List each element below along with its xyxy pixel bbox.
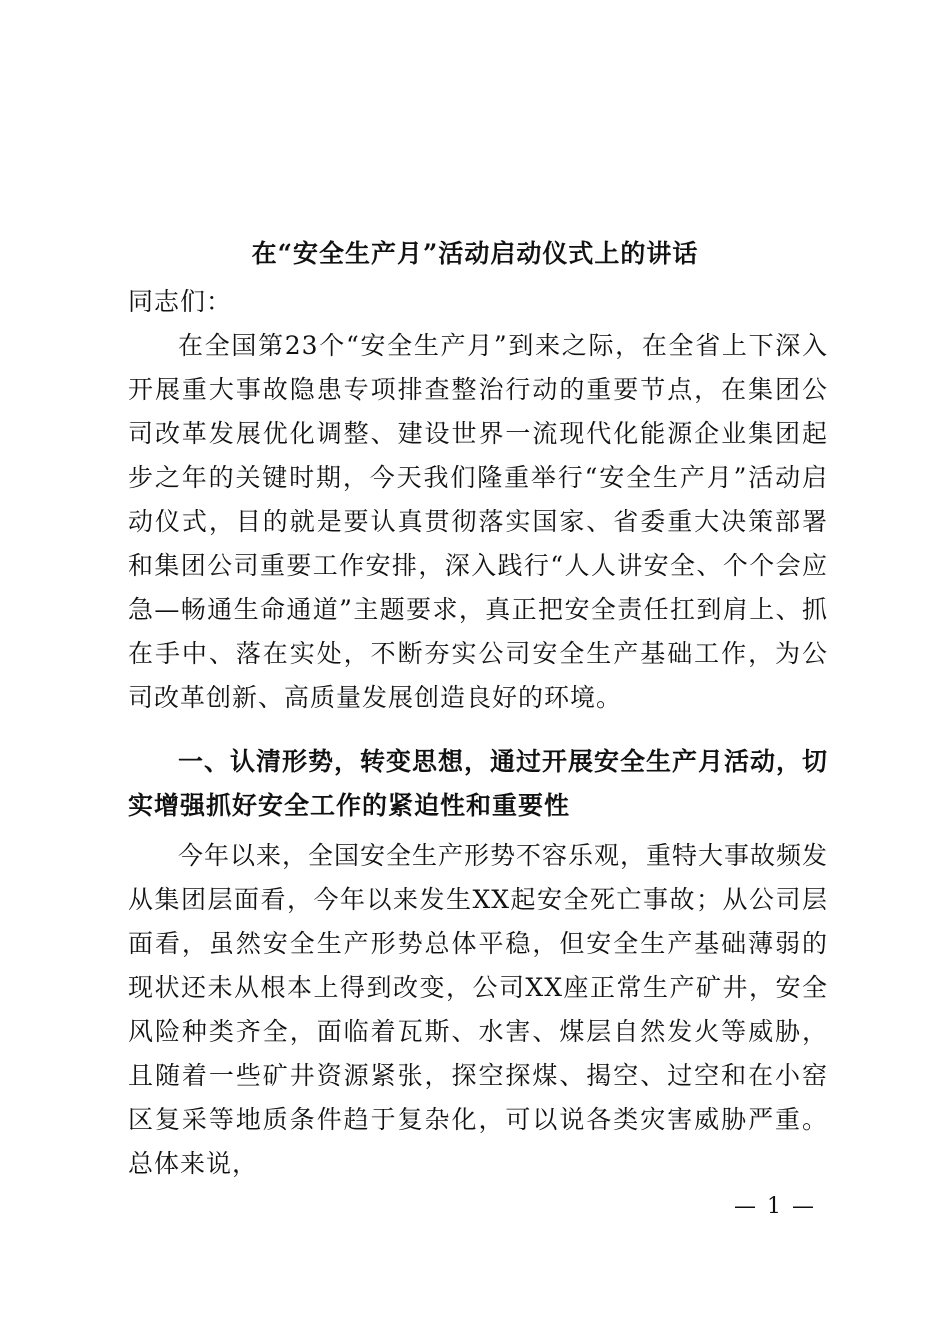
section-heading: 一、认清形势，转变思想，通过开展安全生产月活动，切实增强抓好安全工作的紧迫性和重要性	[128, 747, 829, 820]
salutation: 同志们：	[128, 287, 233, 316]
paragraph-situation: 今年以来，全国安全生产形势不容乐观，重特大事故频发从集团层面看，今年以来发生XX起安全死亡事故；从公司层面看，虽然安全生产形势总体平稳，但安全生产基础薄弱的现状还未从根本上得到改变，公司XX座正常生产矿井，安全风险种类齐全，面临着瓦斯、水害、煤层自然发火等威胁，且随着一些矿井资源紧张，探空探煤、揭空、过空和在小窑区复采等地质条件趋于复杂化，可以说各类灾害威胁严重。总体来说，	[128, 841, 829, 1178]
paragraph-intro: 在全国第23个“安全生产月”到来之际，在全省上下深入开展重大事故隐患专项排查整治行动的重要节点，在集团公司改革发展优化调整、建设世界一流现代化能源企业集团起步之年的关键时期，今天我们隆重举行“安全生产月”活动启动仪式，目的就是要认真贯彻落实国家、省委重大决策部署和集团公司重要工作安排，深入践行“人人讲安全、个个会应急—畅通生命通道”主题要求，真正把安全责任扛到肩上、抓在手中、落在实处，不断夯实公司安全生产基础工作，为公司改革创新、高质量发展创造良好的环境。	[128, 331, 828, 712]
page-number: — 1 —	[734, 1194, 816, 1219]
document-title: 在“安全生产月”活动启动仪式上的讲话	[251, 239, 699, 268]
